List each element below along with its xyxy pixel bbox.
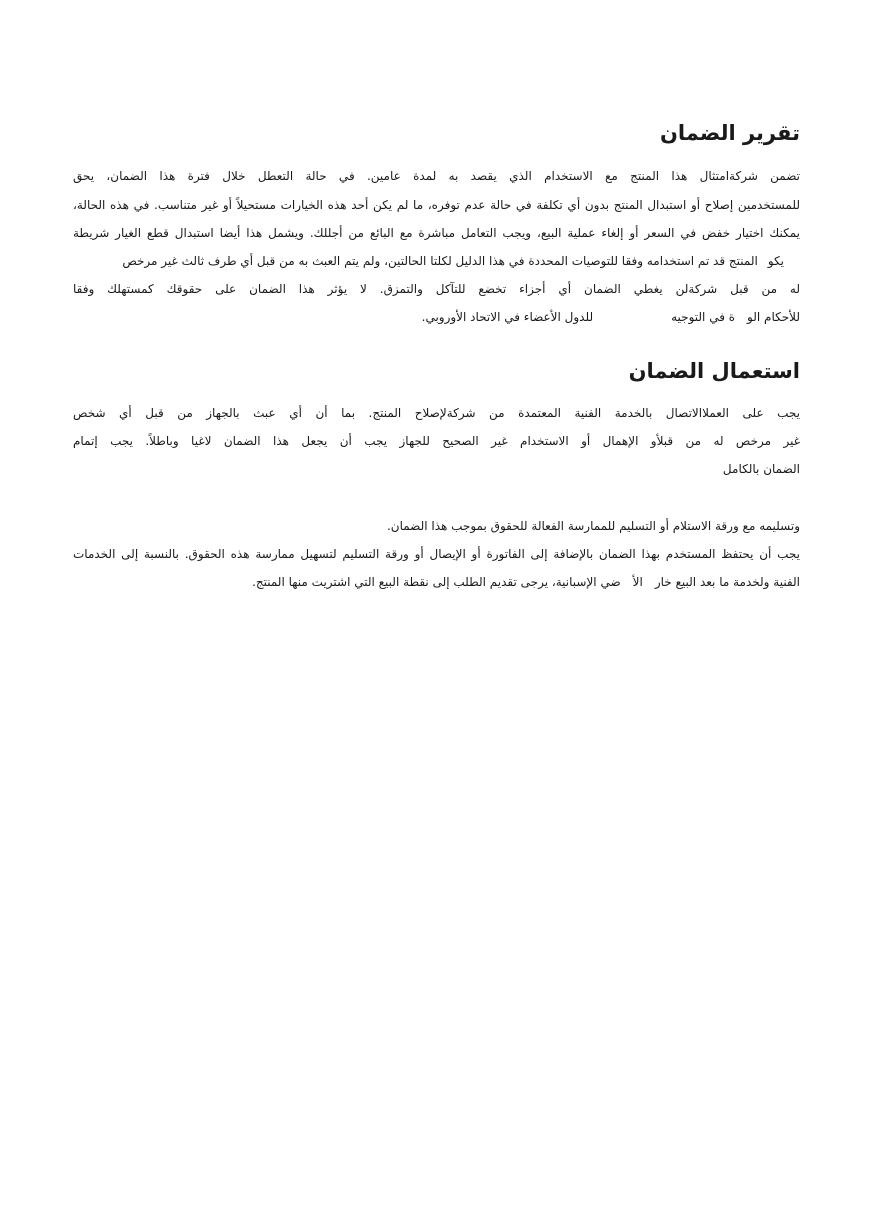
text-segment: غير مرخص له من قبل	[656, 434, 800, 448]
text-segment: يجب أن يحتفظ المستخدم بهذا الضمان بالإضافة إلى الفاتورة أو الإيصال أو ورقة التسليم لتسهيل ممارسة هذه الحقوق. بالنسبة إلى الخدمات	[73, 547, 800, 561]
text-segment: ة في التوجيه	[671, 310, 736, 324]
warranty-use-title: استعمال الضمان	[628, 359, 800, 383]
warranty-report-line-5	[73, 280, 800, 298]
text-segment: له من قبل شركة	[688, 282, 800, 296]
warranty-report-line-1	[73, 167, 800, 185]
text-segment: الفنية ولخدمة ما بعد البيع خار	[654, 575, 800, 589]
text-segment: تضمن شركة	[729, 169, 800, 183]
warranty-report-title: تقرير الضمان	[660, 121, 800, 145]
warranty-report-line-6	[422, 308, 800, 326]
text-segment: يجب على العملا	[702, 406, 800, 420]
text-segment: أو الإهمال أو الاستخدام غير الصحيح للجهاز يجب أن يجعل هذا الضمان لاغيا وباطلاً. يجب إتمام	[73, 434, 657, 448]
warranty-report-line-4	[73, 252, 800, 270]
text-segment: وتسليمه مع ورقة الاستلام أو التسليم للممارسة الفعالة للحقوق بموجب هذا الضمان.	[386, 519, 800, 533]
text-segment: للأحكام الو	[747, 310, 800, 324]
warranty-use-para2-line-3	[252, 573, 800, 591]
text-segment: المنتج قد تم استخدامه وفقا للتوصيات المحددة في هذا الدليل لكلتا الحالتين، ولم يتم العبث به من قبل أي طرف ثالث غير مرخص	[122, 254, 758, 268]
warranty-use-line-2	[73, 432, 800, 450]
warranty-report-line-2	[73, 196, 800, 214]
text-segment: امتثال هذا المنتج مع الاستخدام الذي يقصد به لمدة عامين. في حالة التعطل خلال فترة هذا الضمان، يحق	[73, 169, 730, 183]
text-segment: الاتصال بالخدمة الفنية المعتمدة من شركة	[446, 406, 703, 420]
text-segment: لك. ويشمل هذا أيضا استبدال قطع الغيار شريطة	[73, 226, 328, 240]
warranty-use-para2-line-1	[387, 517, 800, 535]
warranty-use-line-1	[73, 404, 800, 422]
text-segment: للمستخدمين إصلاح أو استبدال المنتج بدون أي تكلفة في حالة عدم توفره، ما لم يكن أحد هذه الخيارات مستحيلاً أو غير متناسب. في هذه الحالة،	[73, 198, 800, 212]
warranty-report-line-3	[73, 224, 800, 242]
text-segment: يكو	[767, 254, 784, 268]
text-segment: لن يغطي الضمان أي أجزاء تخضع للتآكل والتمزق. لا يؤثر هذا الضمان على حقوقك كمستهلك وفقا	[73, 282, 689, 296]
text-segment: للدول الأعضاء في الاتحاد الأوروبي.	[421, 310, 594, 324]
text-segment: ضي الإسبانية، يرجى تقديم الطلب إلى نقطة البيع التي اشتريت منها المنتج.	[252, 575, 621, 589]
text-segment: الضمان بالكامل	[722, 462, 800, 476]
text-segment: لإصلاح المنتج. بما أن أي عبث بالجهاز من قبل أي شخص	[73, 406, 447, 420]
warranty-use-para2-line-2	[73, 545, 800, 563]
text-segment: الأ	[632, 575, 643, 589]
text-segment: يمكنك اختيار خفض في السعر أو إلغاء عملية البيع، ويجب التعامل مباشرة مع البائع من أجل	[327, 226, 800, 240]
warranty-use-line-3	[723, 460, 800, 478]
